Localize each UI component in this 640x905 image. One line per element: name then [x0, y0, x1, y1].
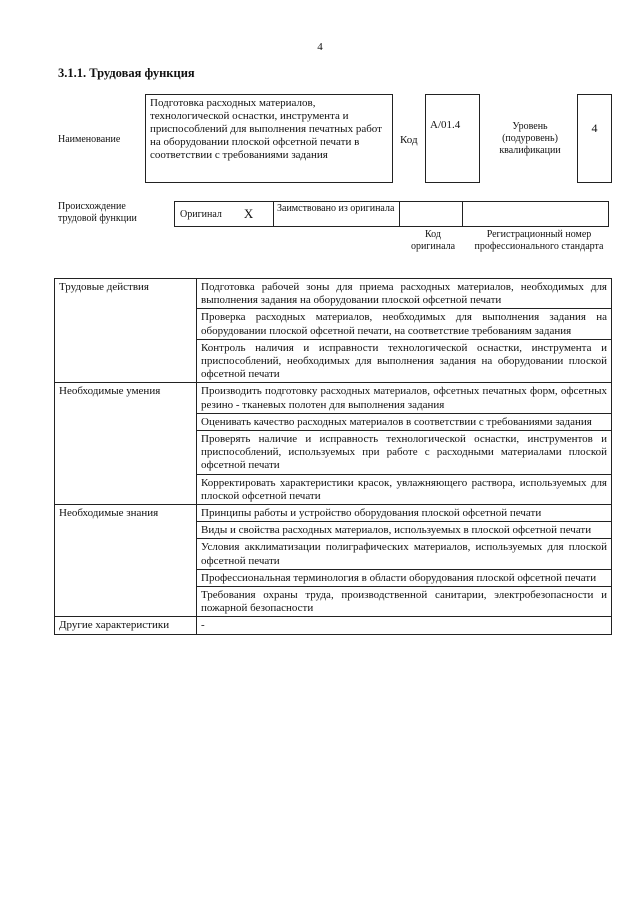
skill-item: Проверять наличие и исправность технологической оснастки, инструментов и приспособлений, используемых при работе с расходными материалами плоской офсетной печати	[197, 431, 612, 475]
original-label: Оригинал	[180, 208, 222, 220]
code-value: A/01.4	[430, 119, 461, 131]
knowledge-item: Профессиональная терминология в области оборудования плоской офсетной печати	[197, 569, 612, 586]
name-value: Подготовка расходных материалов, технологической оснастки, инструмента и приспособлений для выполнения печатных работ на оборудовании плоской офсетной печати в соответствии с требованиями задания	[150, 97, 382, 161]
origin-borrowed-cell	[273, 201, 400, 227]
table-row	[55, 383, 612, 413]
labor-action-item: Проверка расходных материалов, необходимых для выполнения задания на оборудовании плоской офсетной печати, на соответствие требованиям задания	[197, 309, 612, 339]
skill-item: Корректировать характеристики красок, увлажняющего раствора, используемых для плоской офсетной печати	[197, 474, 612, 504]
name-label: Наименование	[58, 134, 121, 145]
origin-code-cell	[399, 201, 463, 227]
table-row	[55, 505, 612, 522]
level-value-box	[577, 94, 612, 183]
knowledge-item: Условия акклиматизации полиграфических материалов, используемых для плоской офсетной печати	[197, 539, 612, 569]
skill-item: Производить подготовку расходных материалов, офсетных печатных форм, офсетных резино - тканевых полотен для выполнения задания	[197, 383, 612, 413]
reg-number-label: Регистрационный номер профессионального стандарта	[474, 229, 604, 252]
code-value-box	[425, 94, 480, 183]
other-characteristics-value: -	[197, 617, 612, 634]
table-row	[55, 279, 612, 309]
skill-item: Оценивать качество расходных материалов в соответствии с требованиями задания	[197, 413, 612, 430]
knowledge-item: Виды и свойства расходных материалов, используемых в плоской офсетной печати	[197, 522, 612, 539]
labor-action-item: Контроль наличия и исправности технологической оснастки, инструмента и приспособлений, необходимых для выполнения задания на оборудовании плоской офсетной печати	[197, 339, 612, 383]
original-mark: X	[243, 206, 254, 221]
borrowed-label: Заимствовано из оригинала	[277, 203, 395, 214]
labor-actions-label: Трудовые действия	[55, 279, 197, 383]
table-row	[55, 617, 612, 634]
section-title: 3.1.1. Трудовая функция	[58, 66, 195, 80]
origin-reg-cell	[462, 201, 609, 227]
required-skills-label: Необходимые умения	[55, 383, 197, 505]
origin-label: Происхождение трудовой функции	[58, 201, 137, 224]
knowledge-item: Требования охраны труда, производственной санитарии, электробезопасности и пожарной безопасности	[197, 587, 612, 617]
other-characteristics-label: Другие характеристики	[55, 617, 197, 634]
page-number: 4	[317, 41, 323, 53]
origin-row	[175, 201, 609, 227]
code-original-label: Код оригинала	[410, 229, 456, 252]
labor-action-item: Подготовка рабочей зоны для приема расходных материалов, необходимых для выполнения задания на оборудовании плоской офсетной печати	[197, 279, 612, 309]
name-value-box	[145, 94, 393, 183]
level-value: 4	[591, 121, 598, 135]
code-label: Код	[400, 134, 418, 146]
knowledge-item: Принципы работы и устройство оборудования плоской офсетной печати	[197, 505, 612, 522]
origin-original-cell	[174, 201, 274, 227]
level-label: Уровень (подуровень) квалификации	[499, 121, 561, 156]
required-knowledge-label: Необходимые знания	[55, 505, 197, 617]
function-table	[54, 278, 612, 635]
